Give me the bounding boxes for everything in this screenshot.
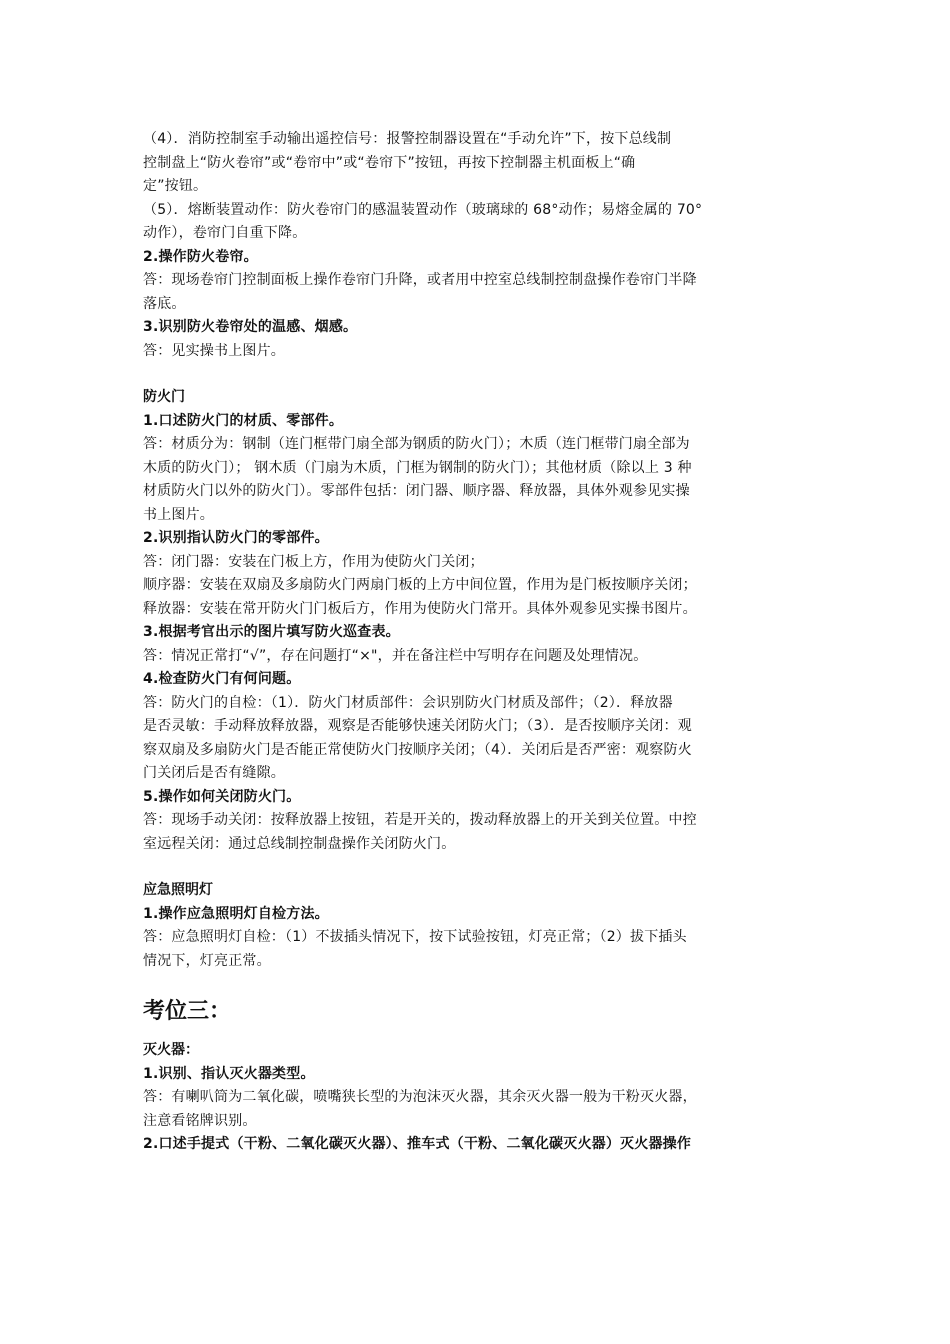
text-line: （5）．熔断装置动作：防火卷帘门的感温装置动作（玻璃球的 68°动作；易熔金属的 70° [143,201,703,218]
question-heading: 4.检查防火门有何问题。 [143,671,301,687]
text-line: （4）．消防控制室手动输出遥控信号：报警控制器设置在“手动允许”下，按下总线制 [143,131,672,147]
question-heading: 5.操作如何关闭防火门。 [143,788,301,805]
spacer [143,363,830,386]
text-line: 材质防火门以外的防火门）。零部件包括：闭门器、顺序器、释放器，具体外观参见实操 [143,483,690,499]
text-line: 落底。 [143,295,186,312]
text-line: 答：闭门器：安装在门板上方，作用为使防火门关闭； [143,553,484,570]
exam-station-title: 考位三： [143,999,232,1024]
spacer [143,856,830,879]
text-line: 是否灵敏：手动释放释放器，观察是否能够快速关闭防火门；（3）．是否按顺序关闭：观 [143,718,692,734]
question-heading: 3.识别防火卷帘处的温感、烟感。 [143,319,358,335]
text-line: 木质的防火门）； 钢木质（门扇为木质，门框为钢制的防火门）；其他材质（除以上 3 种 [143,459,692,476]
question-heading: 1.口述防火门的材质、零部件。 [143,412,344,429]
text-line: 答：现场手动关闭：按释放器上按钮，若是开关的，拨动释放器上的开关到关位置。中控 [143,812,697,828]
text-line: 注意看铭牌识别。 [143,1112,257,1129]
text-line: 门关闭后是否有缝隙。 [143,765,285,781]
text-line: 答：有喇叭筒为二氧化碳，喷嘴狭长型的为泡沫灭火器，其余灭火器一般为干粉灭火器， [143,1089,697,1105]
question-heading: 2.操作防火卷帘。 [143,248,258,265]
question-heading: 2.识别指认防火门的零部件。 [143,530,329,546]
text-line: 情况下，灯亮正常。 [143,952,271,969]
question-heading: 1.操作应急照明灯自检方法。 [143,905,329,922]
text-line: 控制盘上“防火卷帘”或“卷帘中”或“卷帘下”按钮，再按下控制器主机面板上“确 [143,154,636,171]
question-heading: 1.识别、指认灭火器类型。 [143,1065,315,1082]
text-line: 答：见实操书上图片。 [143,342,285,359]
section-title: 灭火器： [143,1042,199,1058]
section-title: 防火门 [143,389,185,405]
text-line: 答：防火门的自检：（1）．防火门材质部件：会识别防火门材质及部件；（2）．释放器 [143,694,673,711]
question-heading: 3.根据考官出示的图片填写防火巡查表。 [143,624,400,640]
text-line: 室远程关闭：通过总线制控制盘操作关闭防火门。 [143,835,456,852]
text-line: 释放器：安装在常开防火门门板后方，作用为使防火门常开。具体外观参见实操书图片。 [143,600,697,617]
text-line: 答：应急照明灯自检：（1）不拔插头情况下，按下试验按钮，灯亮正常；（2）拔下插头 [143,929,687,945]
text-line: 书上图片。 [143,506,214,523]
text-line: 定”按钮。 [143,178,208,194]
text-line: 答：材质分为：钢制（连门框带门扇全部为钢质的防火门）；木质（连门框带门扇全部为 [143,436,690,452]
text-line: 动作），卷帘门自重下降。 [143,225,307,241]
question-heading: 2.口述手提式（干粉、二氧化碳灭火器）、推车式（干粉、二氧化碳灭火器）灭火器操作 [143,1136,692,1152]
text-line: 顺序器：安装在双扇及多扇防火门两扇门板的上方中间位置，作用为是门板按顺序关闭； [143,577,697,593]
text-line: 答：情况正常打“√”，存在问题打“×"，并在备注栏中写明存在问题及处理情况。 [143,647,648,664]
text-line: 答：现场卷帘门控制面板上操作卷帘门升降，或者用中控室总线制控制盘操作卷帘门半降 [143,272,697,288]
section-title: 应急照明灯 [143,882,213,898]
text-line: 察双扇及多扇防火门是否能正常使防火门按顺序关闭；（4）．关闭后是否严密：观察防火 [143,741,692,758]
